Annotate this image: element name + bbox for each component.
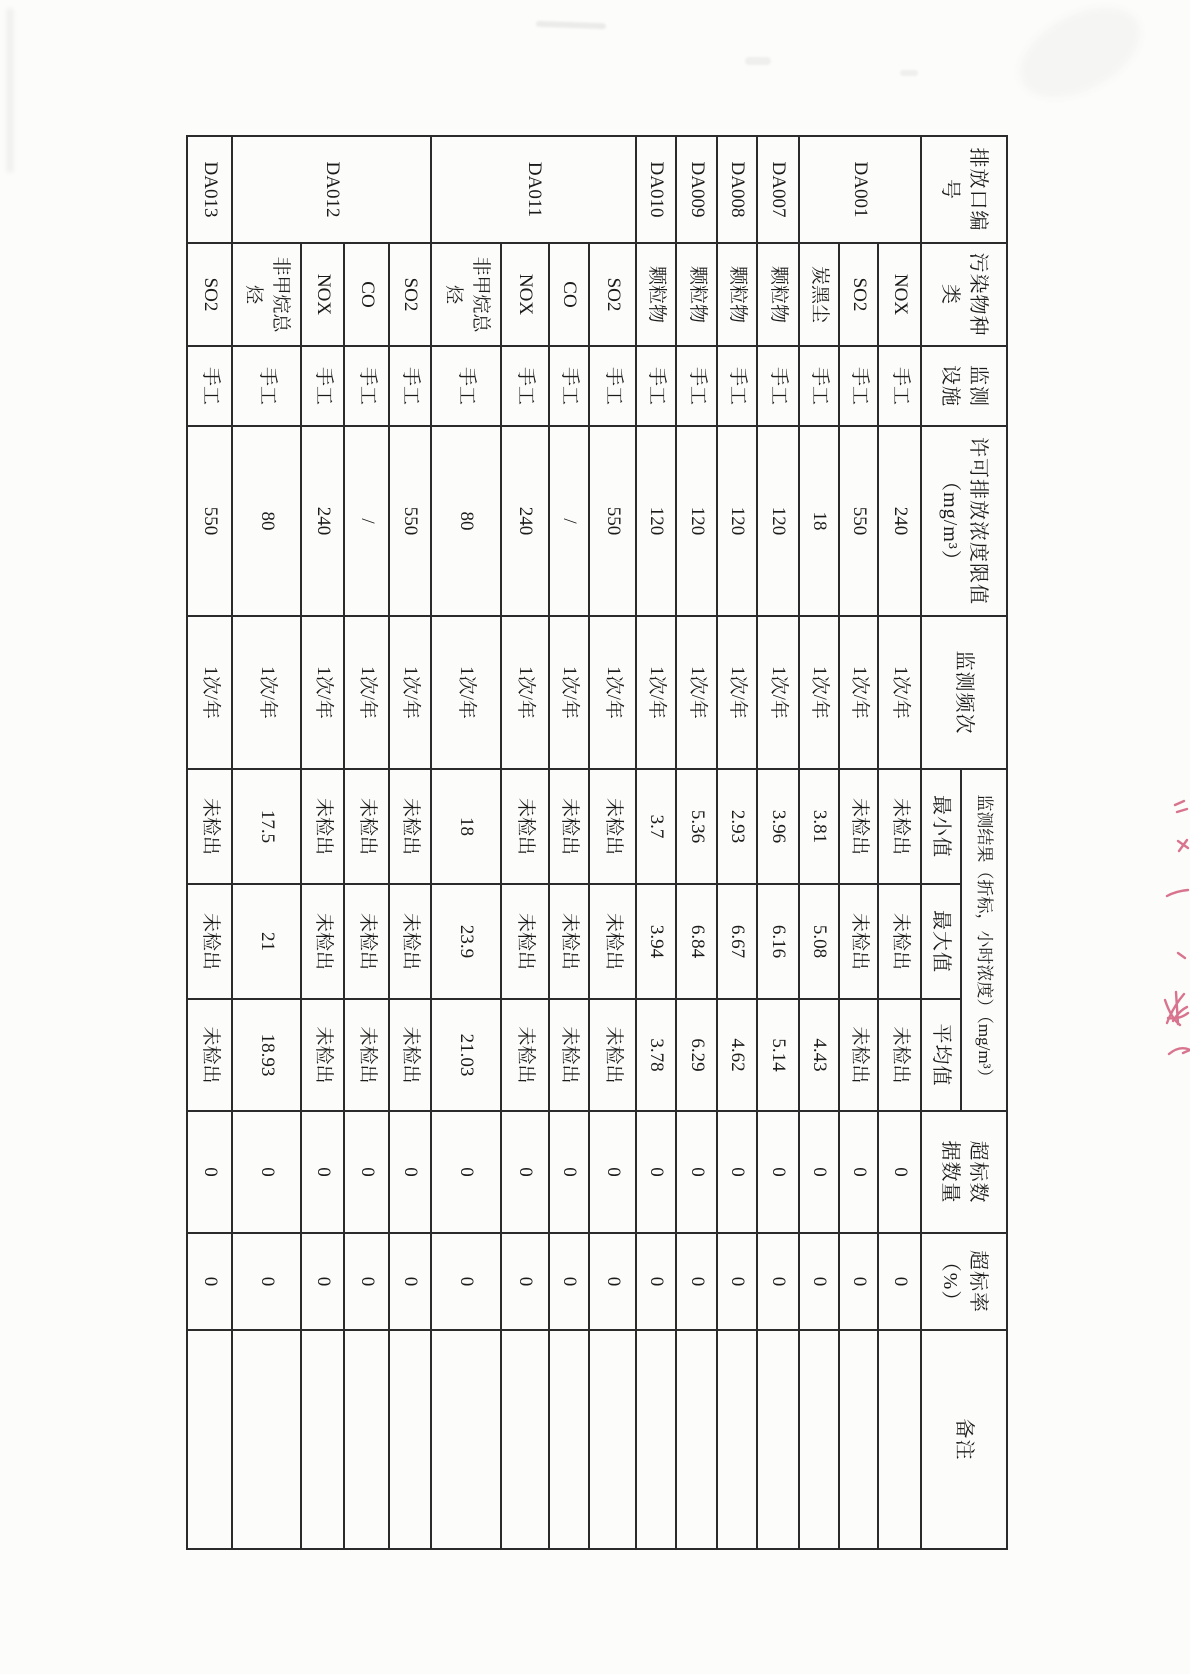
cell-pollutant: SO2 xyxy=(187,243,232,346)
cell-limit: / xyxy=(344,426,389,616)
table-row xyxy=(589,136,636,1549)
handwriting-stroke xyxy=(1175,801,1187,812)
cell-min: 3.7 xyxy=(636,769,676,884)
cell-exceed-count: 0 xyxy=(717,1111,757,1233)
cell-exceed-count: 0 xyxy=(799,1111,839,1233)
scan-smudge xyxy=(6,8,14,173)
scan-smudge xyxy=(1005,0,1155,116)
cell-pollutant: CO xyxy=(549,243,589,346)
header-frequency: 监测频次 xyxy=(921,616,1007,769)
cell-remark xyxy=(839,1330,878,1549)
cell-max: 未检出 xyxy=(344,884,389,999)
cell-avg: 4.43 xyxy=(799,999,839,1111)
cell-min: 未检出 xyxy=(549,769,589,884)
cell-facility: 手工 xyxy=(676,346,717,426)
cell-min: 未检出 xyxy=(878,769,921,884)
cell-remark xyxy=(501,1330,549,1549)
cell-avg: 未检出 xyxy=(301,999,344,1111)
cell-remark xyxy=(549,1330,589,1549)
cell-outlet: DA009 xyxy=(676,136,717,243)
cell-exceed-count: 0 xyxy=(757,1111,799,1233)
cell-min: 未检出 xyxy=(839,769,878,884)
cell-avg: 6.29 xyxy=(676,999,717,1111)
cell-facility: 手工 xyxy=(232,346,301,426)
cell-frequency: 1次/年 xyxy=(717,616,757,769)
handwriting-stroke xyxy=(1169,1048,1190,1054)
cell-exceed-rate: 0 xyxy=(878,1233,921,1330)
cell-remark xyxy=(717,1330,757,1549)
header-limit: 许可排放浓度限值（mg/m³） xyxy=(921,426,1007,616)
cell-max: 6.16 xyxy=(757,884,799,999)
handwriting-stroke xyxy=(1167,890,1188,896)
table-row xyxy=(389,136,431,1549)
header-facility: 监测设施 xyxy=(921,346,1007,426)
cell-exceed-rate: 0 xyxy=(344,1233,389,1330)
cell-max: 未检出 xyxy=(549,884,589,999)
cell-exceed-rate: 0 xyxy=(676,1233,717,1330)
table-row xyxy=(676,136,717,1549)
cell-pollutant: SO2 xyxy=(589,243,636,346)
cell-remark xyxy=(799,1330,839,1549)
scan-smudge xyxy=(536,21,606,29)
cell-remark xyxy=(757,1330,799,1549)
cell-remark xyxy=(344,1330,389,1549)
cell-frequency: 1次/年 xyxy=(232,616,301,769)
cell-frequency: 1次/年 xyxy=(344,616,389,769)
header-exceed-rate: 超标率（%） xyxy=(921,1233,1007,1330)
cell-exceed-count: 0 xyxy=(232,1111,301,1233)
cell-pollutant: NOX xyxy=(878,243,921,346)
cell-remark xyxy=(187,1330,232,1549)
cell-exceed-count: 0 xyxy=(676,1111,717,1233)
cell-exceed-count: 0 xyxy=(301,1111,344,1233)
cell-limit: 80 xyxy=(232,426,301,616)
cell-min: 3.96 xyxy=(757,769,799,884)
cell-frequency: 1次/年 xyxy=(431,616,501,769)
cell-max: 21 xyxy=(232,884,301,999)
cell-max: 未检出 xyxy=(839,884,878,999)
cell-max: 未检出 xyxy=(589,884,636,999)
cell-facility: 手工 xyxy=(839,346,878,426)
cell-remark xyxy=(232,1330,301,1549)
header-pollutant: 污染物种类 xyxy=(921,243,1007,346)
header-result-group: 监测结果（折标，小时浓度）（mg/m³） xyxy=(961,769,1007,1111)
cell-exceed-rate: 0 xyxy=(839,1233,878,1330)
cell-pollutant: 颗粒物 xyxy=(757,243,799,346)
cell-avg: 未检出 xyxy=(549,999,589,1111)
cell-facility: 手工 xyxy=(301,346,344,426)
cell-outlet: DA013 xyxy=(187,136,232,243)
cell-outlet: DA007 xyxy=(757,136,799,243)
cell-avg: 未检出 xyxy=(589,999,636,1111)
cell-limit: / xyxy=(549,426,589,616)
cell-limit: 550 xyxy=(187,426,232,616)
cell-pollutant: SO2 xyxy=(839,243,878,346)
cell-exceed-rate: 0 xyxy=(757,1233,799,1330)
cell-exceed-count: 0 xyxy=(839,1111,878,1233)
table-row xyxy=(431,136,501,1549)
table-row xyxy=(717,136,757,1549)
cell-max: 未检出 xyxy=(301,884,344,999)
cell-facility: 手工 xyxy=(799,346,839,426)
cell-min: 5.36 xyxy=(676,769,717,884)
cell-facility: 手工 xyxy=(878,346,921,426)
cell-limit: 550 xyxy=(839,426,878,616)
cell-exceed-rate: 0 xyxy=(799,1233,839,1330)
cell-exceed-count: 0 xyxy=(187,1111,232,1233)
cell-exceed-rate: 0 xyxy=(232,1233,301,1330)
table-row xyxy=(232,136,301,1549)
cell-max: 未检出 xyxy=(501,884,549,999)
cell-facility: 手工 xyxy=(636,346,676,426)
cell-exceed-rate: 0 xyxy=(301,1233,344,1330)
cell-pollutant: 非甲烷总烃 xyxy=(431,243,501,346)
cell-outlet: DA012 xyxy=(232,136,431,243)
cell-remark xyxy=(301,1330,344,1549)
cell-facility: 手工 xyxy=(757,346,799,426)
cell-exceed-rate: 0 xyxy=(431,1233,501,1330)
cell-exceed-count: 0 xyxy=(549,1111,589,1233)
red-handwriting-marks xyxy=(1145,795,1190,1085)
cell-min: 未检出 xyxy=(301,769,344,884)
header-max: 最大值 xyxy=(921,884,961,999)
cell-facility: 手工 xyxy=(501,346,549,426)
cell-max: 5.08 xyxy=(799,884,839,999)
cell-frequency: 1次/年 xyxy=(389,616,431,769)
cell-remark xyxy=(636,1330,676,1549)
header-avg: 平均值 xyxy=(921,999,961,1111)
cell-frequency: 1次/年 xyxy=(757,616,799,769)
cell-min: 2.93 xyxy=(717,769,757,884)
table-row xyxy=(799,136,839,1549)
cell-frequency: 1次/年 xyxy=(878,616,921,769)
cell-limit: 80 xyxy=(431,426,501,616)
cell-facility: 手工 xyxy=(431,346,501,426)
cell-exceed-rate: 0 xyxy=(187,1233,232,1330)
cell-avg: 未检出 xyxy=(839,999,878,1111)
cell-exceed-count: 0 xyxy=(344,1111,389,1233)
cell-pollutant: 非甲烷总烃 xyxy=(232,243,301,346)
cell-frequency: 1次/年 xyxy=(589,616,636,769)
table-row xyxy=(549,136,589,1549)
cell-min: 17.5 xyxy=(232,769,301,884)
cell-remark xyxy=(589,1330,636,1549)
header-outlet: 排放口编号 xyxy=(921,136,1007,243)
cell-exceed-rate: 0 xyxy=(501,1233,549,1330)
cell-limit: 240 xyxy=(301,426,344,616)
cell-limit: 240 xyxy=(878,426,921,616)
cell-max: 6.84 xyxy=(676,884,717,999)
cell-facility: 手工 xyxy=(549,346,589,426)
cell-avg: 18.93 xyxy=(232,999,301,1111)
cell-outlet: DA011 xyxy=(431,136,636,243)
cell-exceed-count: 0 xyxy=(389,1111,431,1233)
cell-max: 3.94 xyxy=(636,884,676,999)
cell-exceed-count: 0 xyxy=(501,1111,549,1233)
cell-limit: 120 xyxy=(757,426,799,616)
cell-frequency: 1次/年 xyxy=(839,616,878,769)
cell-min: 未检出 xyxy=(389,769,431,884)
cell-avg: 21.03 xyxy=(431,999,501,1111)
table-row xyxy=(501,136,549,1549)
cell-avg: 未检出 xyxy=(187,999,232,1111)
cell-exceed-rate: 0 xyxy=(636,1233,676,1330)
cell-limit: 120 xyxy=(636,426,676,616)
table-row xyxy=(636,136,676,1549)
cell-avg: 4.62 xyxy=(717,999,757,1111)
header-min: 最小值 xyxy=(921,769,961,884)
cell-frequency: 1次/年 xyxy=(799,616,839,769)
cell-min: 未检出 xyxy=(344,769,389,884)
table-row xyxy=(301,136,344,1549)
cell-outlet: DA010 xyxy=(636,136,676,243)
cell-frequency: 1次/年 xyxy=(501,616,549,769)
cell-pollutant: CO xyxy=(344,243,389,346)
header-exceed-count: 超标数据数量 xyxy=(921,1111,1007,1233)
cell-frequency: 1次/年 xyxy=(676,616,717,769)
cell-facility: 手工 xyxy=(589,346,636,426)
rotated-table-container xyxy=(188,135,1008,1548)
cell-exceed-rate: 0 xyxy=(389,1233,431,1330)
table-row xyxy=(757,136,799,1549)
emissions-monitoring-table xyxy=(186,135,1008,1550)
cell-limit: 550 xyxy=(389,426,431,616)
cell-max: 未检出 xyxy=(878,884,921,999)
scan-smudge xyxy=(745,57,771,65)
cell-pollutant: 颗粒物 xyxy=(717,243,757,346)
cell-facility: 手工 xyxy=(187,346,232,426)
cell-frequency: 1次/年 xyxy=(549,616,589,769)
cell-avg: 未检出 xyxy=(344,999,389,1111)
table-row xyxy=(839,136,878,1549)
cell-avg: 3.78 xyxy=(636,999,676,1111)
cell-limit: 120 xyxy=(676,426,717,616)
cell-remark xyxy=(389,1330,431,1549)
cell-avg: 未检出 xyxy=(389,999,431,1111)
cell-exceed-rate: 0 xyxy=(549,1233,589,1330)
cell-pollutant: SO2 xyxy=(389,243,431,346)
cell-limit: 120 xyxy=(717,426,757,616)
handwriting-stroke xyxy=(1178,953,1185,958)
cell-exceed-count: 0 xyxy=(878,1111,921,1233)
cell-outlet: DA008 xyxy=(717,136,757,243)
handwriting-stroke xyxy=(1178,840,1188,851)
cell-exceed-count: 0 xyxy=(431,1111,501,1233)
cell-max: 6.67 xyxy=(717,884,757,999)
cell-pollutant: NOX xyxy=(301,243,344,346)
cell-remark xyxy=(878,1330,921,1549)
cell-outlet: DA001 xyxy=(799,136,921,243)
scan-smudge xyxy=(900,70,918,76)
cell-avg: 5.14 xyxy=(757,999,799,1111)
cell-remark xyxy=(431,1330,501,1549)
cell-pollutant: 炭黑尘 xyxy=(799,243,839,346)
cell-max: 未检出 xyxy=(187,884,232,999)
table-row xyxy=(344,136,389,1549)
cell-max: 未检出 xyxy=(389,884,431,999)
cell-min: 未检出 xyxy=(187,769,232,884)
cell-facility: 手工 xyxy=(389,346,431,426)
cell-pollutant: NOX xyxy=(501,243,549,346)
cell-exceed-rate: 0 xyxy=(589,1233,636,1330)
cell-limit: 18 xyxy=(799,426,839,616)
cell-limit: 240 xyxy=(501,426,549,616)
cell-limit: 550 xyxy=(589,426,636,616)
table-row xyxy=(878,136,921,1549)
table-body xyxy=(187,136,921,1549)
cell-pollutant: 颗粒物 xyxy=(676,243,717,346)
cell-exceed-count: 0 xyxy=(589,1111,636,1233)
header-remark: 备注 xyxy=(921,1330,1007,1549)
cell-facility: 手工 xyxy=(717,346,757,426)
cell-facility: 手工 xyxy=(344,346,389,426)
handwriting-stroke xyxy=(1165,992,1188,1025)
header-row-1 xyxy=(961,136,1007,1549)
cell-min: 未检出 xyxy=(589,769,636,884)
cell-frequency: 1次/年 xyxy=(636,616,676,769)
cell-min: 18 xyxy=(431,769,501,884)
cell-frequency: 1次/年 xyxy=(301,616,344,769)
cell-min: 3.81 xyxy=(799,769,839,884)
cell-pollutant: 颗粒物 xyxy=(636,243,676,346)
cell-avg: 未检出 xyxy=(501,999,549,1111)
cell-frequency: 1次/年 xyxy=(187,616,232,769)
cell-min: 未检出 xyxy=(501,769,549,884)
cell-max: 23.9 xyxy=(431,884,501,999)
cell-exceed-count: 0 xyxy=(636,1111,676,1233)
cell-exceed-rate: 0 xyxy=(717,1233,757,1330)
cell-avg: 未检出 xyxy=(878,999,921,1111)
table-row xyxy=(187,136,232,1549)
cell-remark xyxy=(676,1330,717,1549)
